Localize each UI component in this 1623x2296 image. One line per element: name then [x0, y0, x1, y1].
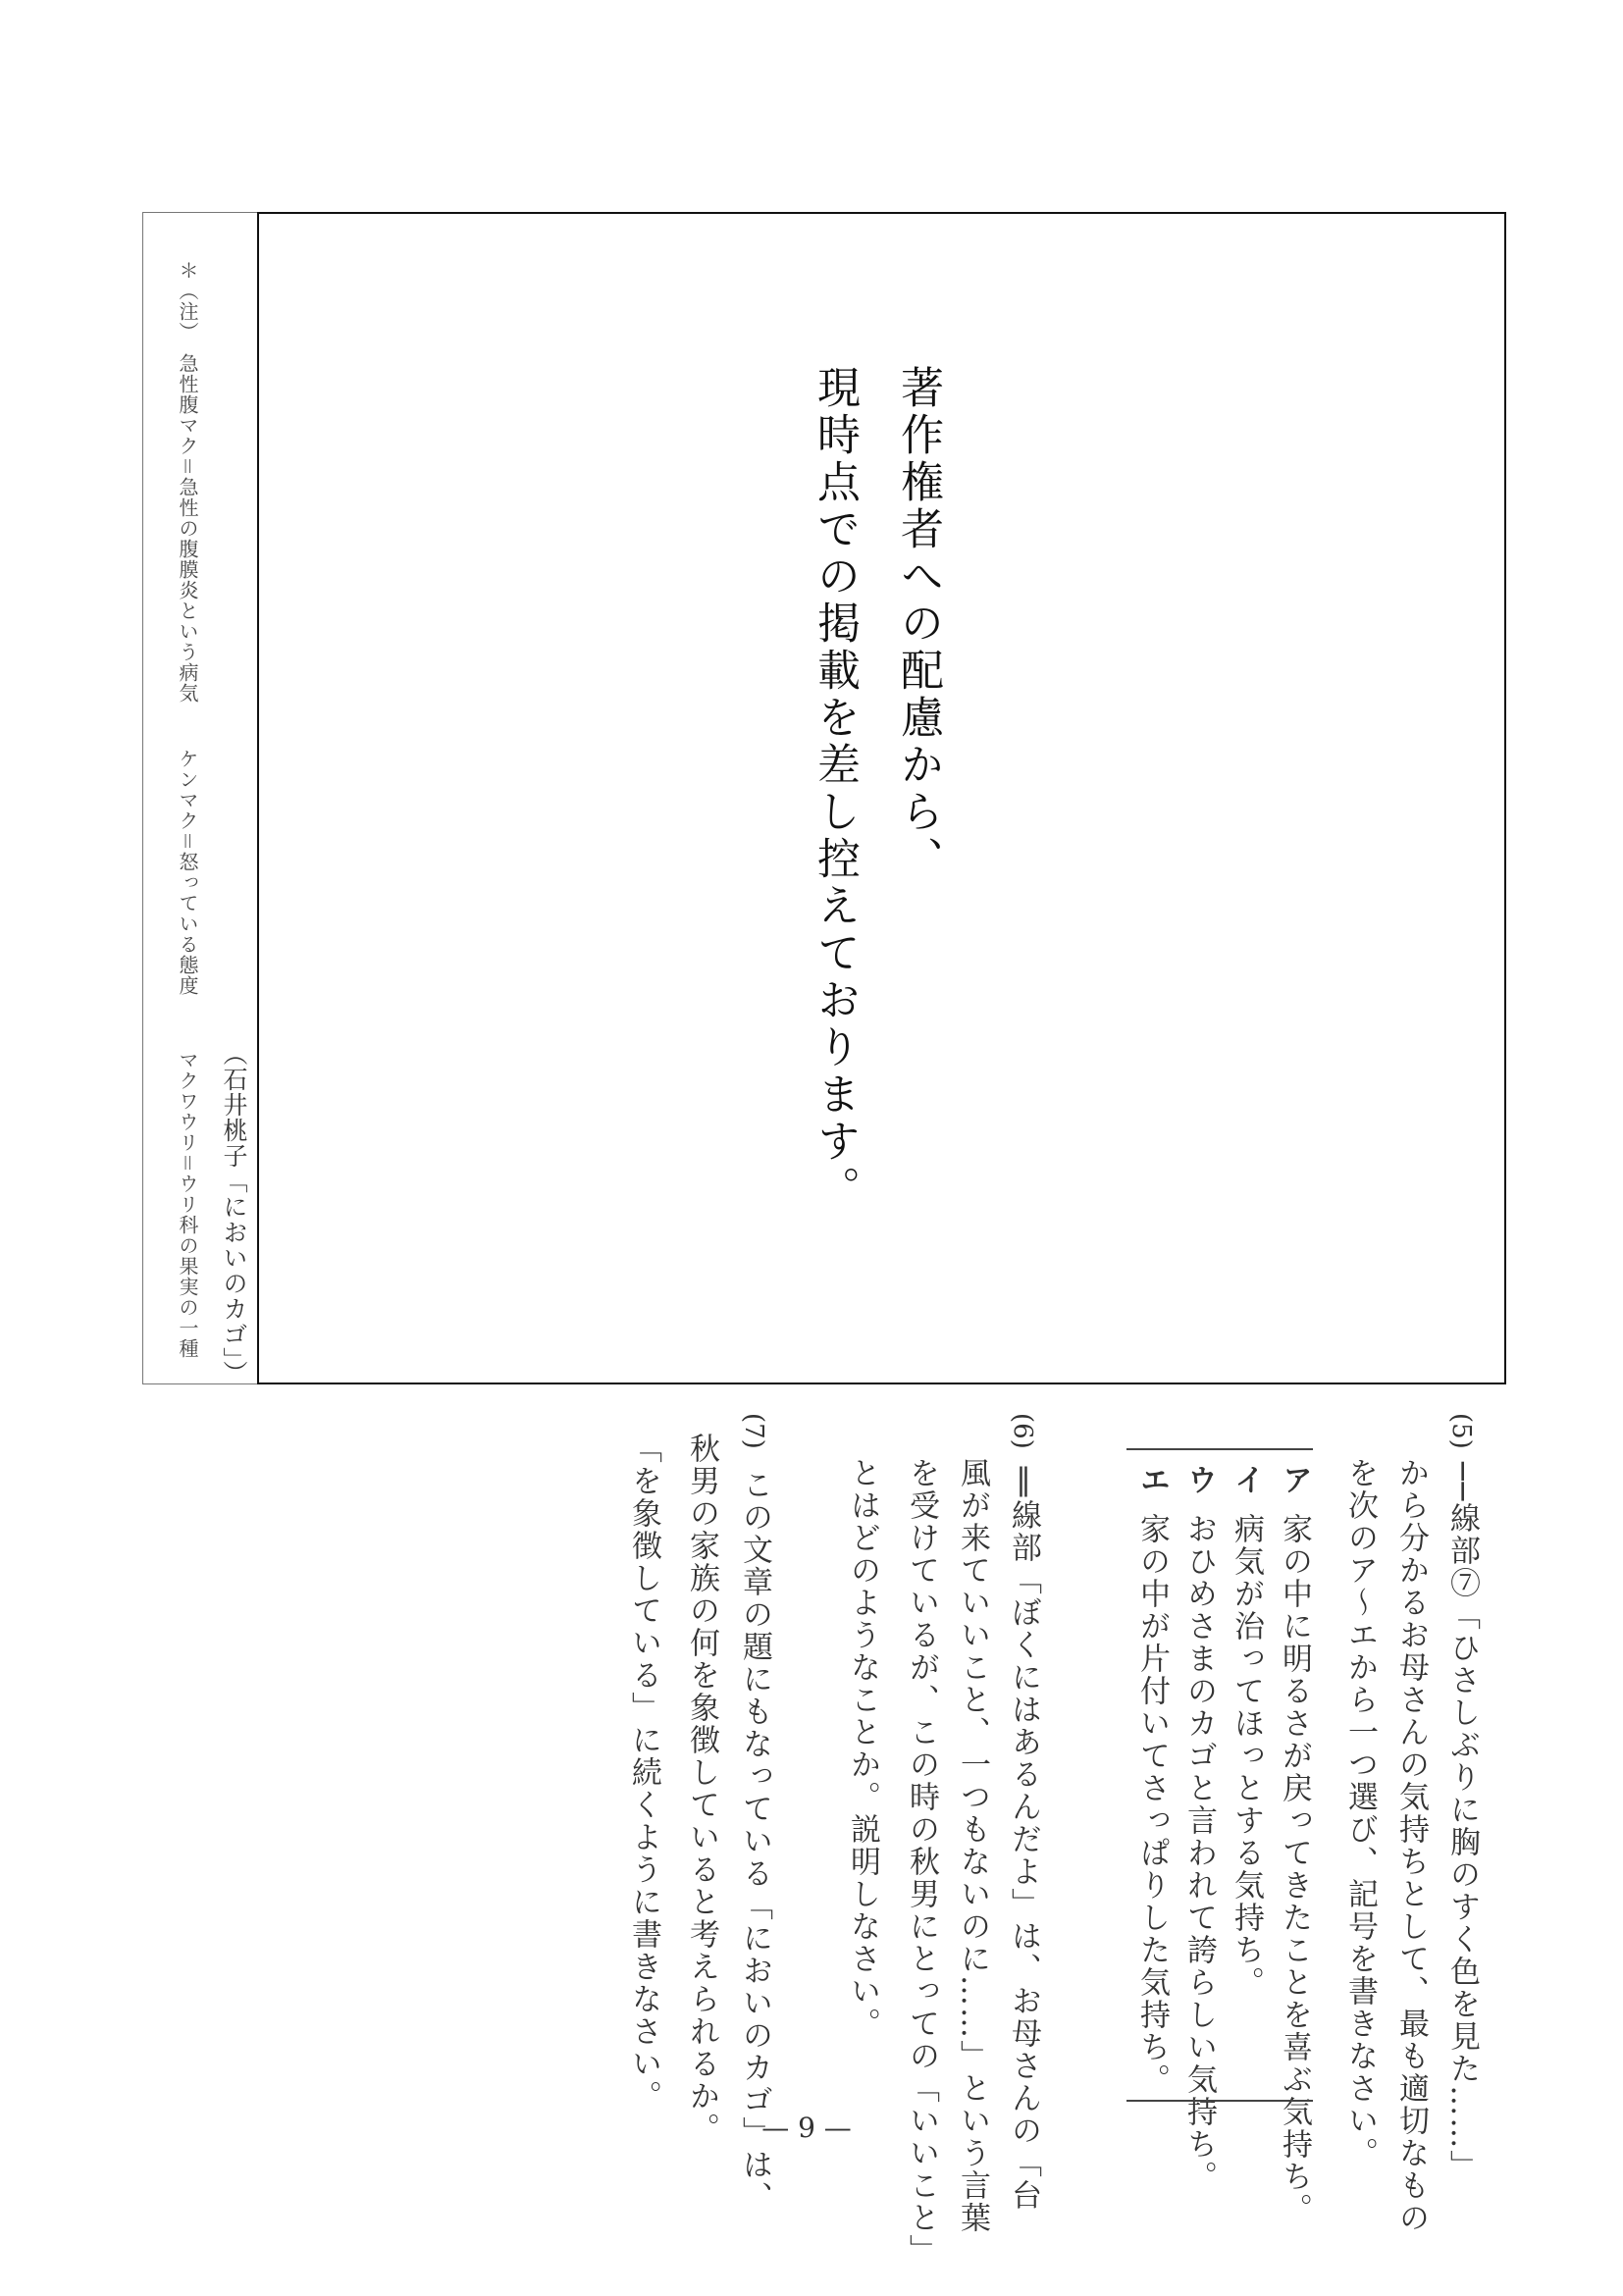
question-6-line: とはどのようなことか。説明しなさい。 — [845, 1457, 880, 2040]
choice-u-text: おひめさまのカゴと言われて誇らしい気持ち。 — [1181, 1513, 1217, 2193]
question-6-line: 風が来ていいこと、一つもないのに……」という言葉 — [955, 1457, 990, 2234]
question-6-label: (6) — [1008, 1413, 1037, 1449]
question-6-line: を受けているが、この時の秋男にとっての「いいこと」 — [904, 1457, 939, 2267]
choices-bracket-top — [1126, 1448, 1313, 1451]
choice-a-text: 家の中に明るさが戻ってきたことを喜ぶ気持ち。 — [1277, 1513, 1312, 2225]
question-7-line: 「を象徴している」に続くように書きなさい。 — [626, 1433, 661, 2113]
copyright-notice-box — [257, 212, 1506, 1384]
notice-line-1: 著作権者への配慮から、 — [893, 365, 943, 883]
question-7-label: (7) — [739, 1413, 768, 1449]
choice-i-text: 病気が治ってほっとする気持ち。 — [1229, 1513, 1264, 1999]
question-6-line: ‖線部「ぼくにはあるんだよ」は、お母さんの「台 — [1006, 1462, 1041, 2212]
choice-i-label: イ — [1229, 1464, 1264, 1496]
question-5-line: を次のア〜エから一つ選び、記号を書きなさい。 — [1342, 1457, 1378, 2169]
question-7-line: この文章の題にもなっている「においのカゴ」は、 — [737, 1469, 772, 2214]
question-5-line: から分かるお母さんの気持ちとして、最も適切なもの — [1393, 1457, 1429, 2234]
note-2: ケンマク＝怒っている態度 — [176, 749, 199, 996]
choice-u-label: ウ — [1181, 1464, 1217, 1496]
choice-e-text: 家の中が片付いてさっぱりした気持ち。 — [1134, 1513, 1170, 2096]
page-number: — 9 — — [761, 2112, 852, 2144]
choices-bracket-bottom — [1126, 2100, 1313, 2103]
choice-e-label: エ — [1134, 1464, 1170, 1496]
question-7-line: 秋男の家族の何を象徴していると考えられるか。 — [684, 1433, 719, 2145]
note-3: マクワウリ＝ウリ科の果実の一種 — [176, 1050, 199, 1359]
question-5-label: (5) — [1446, 1413, 1476, 1449]
choice-a-label: ア — [1277, 1464, 1312, 1496]
notice-line-2: 現時点での掲載を差し控えております。 — [810, 365, 860, 1213]
citation: （石井桃子「においのカゴ」） — [220, 1041, 248, 1386]
question-5-line: ──線部⑦「ひさしぶりに胸のすく色を見た……」 — [1444, 1462, 1480, 2183]
note-1: ＊（注） 急性腹マク＝急性の腹膜炎という病気 — [176, 260, 199, 704]
